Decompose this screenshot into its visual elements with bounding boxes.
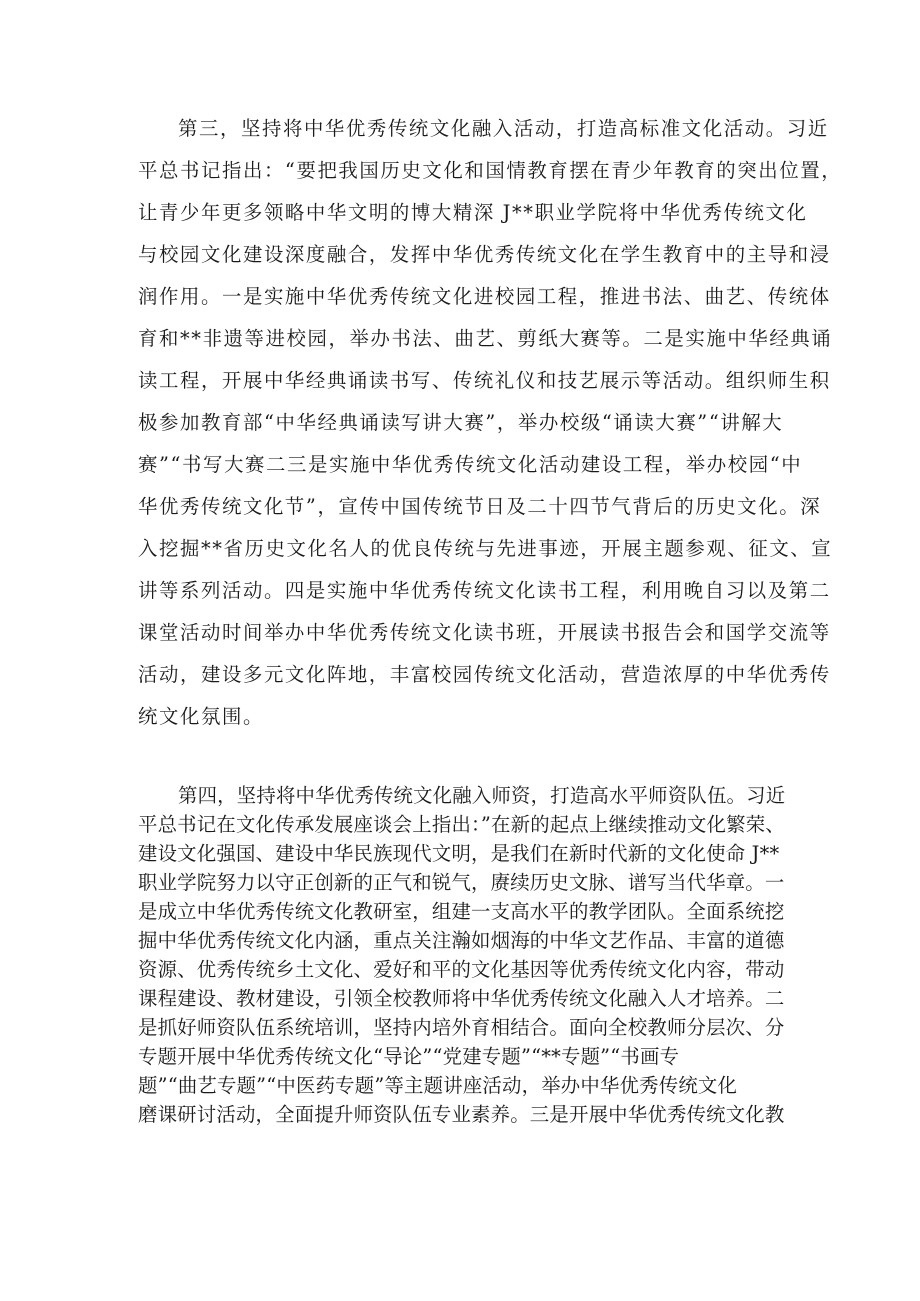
text-line: 是抓好师资队伍系统培训，坚持内培外育相结合。面向全校教师分层次、分 [138,1016,785,1039]
text-line: 建设文化强国、建设中华民族现代文明，是我们在新时代新的文化使命 J** [138,842,780,865]
text-line: 讲等系列活动。四是实施中华优秀传统文化读书工程，利用晚自习以及第二 [138,579,831,602]
text-line: 统文化氛围。 [138,705,264,728]
text-line: 第三，坚持将中华优秀传统文化融入活动，打造高标准文化活动。习近 [178,117,829,140]
text-line: 平总书记指出：“要把我国历史文化和国情教育摆在青少年教育的突出位置， [138,159,843,182]
text-line: 掘中华优秀传统文化内涵，重点关注瀚如烟海的中华文艺作品、丰富的道德 [138,929,785,952]
text-line: 磨课研讨活动，全面提升师资队伍专业素养。三是开展中华优秀传统文化教 [138,1103,785,1126]
text-line: 润作用。一是实施中华优秀传统文化进校园工程，推进书法、曲艺、传统体 [138,285,831,308]
text-line: 华优秀传统文化节”，宣传中国传统节日及二十四节气背后的历史文化。深 [138,495,822,518]
text-line: 入挖掘**省历史文化名人的优良传统与先进事迹，开展主题参观、征文、宣 [138,537,833,560]
text-line: 育和**非遗等进校园，举办书法、曲艺、剪纸大赛等。二是实施中华经典诵 [138,327,833,350]
text-line: 赛”“书写大赛二三是实施中华优秀传统文化活动建设工程，举办校园“中 [138,453,803,476]
text-line: 极参加教育部“中华经典诵读写讲大赛”，举办校级“诵读大赛”“讲解大 [138,411,784,434]
text-line: 是成立中华优秀传统文化教研室，组建一支高水平的教学团队。全面系统挖 [138,900,785,923]
text-line: 活动，建设多元文化阵地，丰富校园传统文化活动，营造浓厚的中华优秀传 [138,663,831,686]
text-line: 资源、优秀传统乡土文化、爱好和平的文化基因等优秀传统文化内容，带动 [138,958,785,981]
text-line: 课堂活动时间举办中华优秀传统文化读书班，开展读书报告会和国学交流等 [138,621,831,644]
text-line: 平总书记在文化传承发展座谈会上指出：”在新的起点上继续推动文化繁荣、 [138,813,785,836]
text-line: 第四，坚持将中华优秀传统文化融入师资，打造高水平师资队伍。习近 [178,784,786,807]
text-line: 专题开展中华优秀传统文化“导论”“党建专题”“**专题”“书画专 [138,1045,680,1068]
text-line: 课程建设、教材建设，引领全校教师将中华优秀传统文化融入人才培养。二 [138,987,785,1010]
text-line: 职业学院努力以守正创新的正气和锐气，赓续历史文脉、谱写当代华章。一 [138,871,785,894]
text-line: 读工程，开展中华经典诵读书写、传统礼仪和技艺展示等活动。组织师生积 [138,369,831,392]
text-line: 题”“曲艺专题”“中医药专题”等主题讲座活动，举办中华优秀传统文化 [138,1074,738,1097]
text-line: 与校园文化建设深度融合，发挥中华优秀传统文化在学生教育中的主导和浸 [138,243,831,266]
text-line: 让青少年更多领略中华文明的博大精深 J**职业学院将中华优秀传统文化 [138,201,808,224]
